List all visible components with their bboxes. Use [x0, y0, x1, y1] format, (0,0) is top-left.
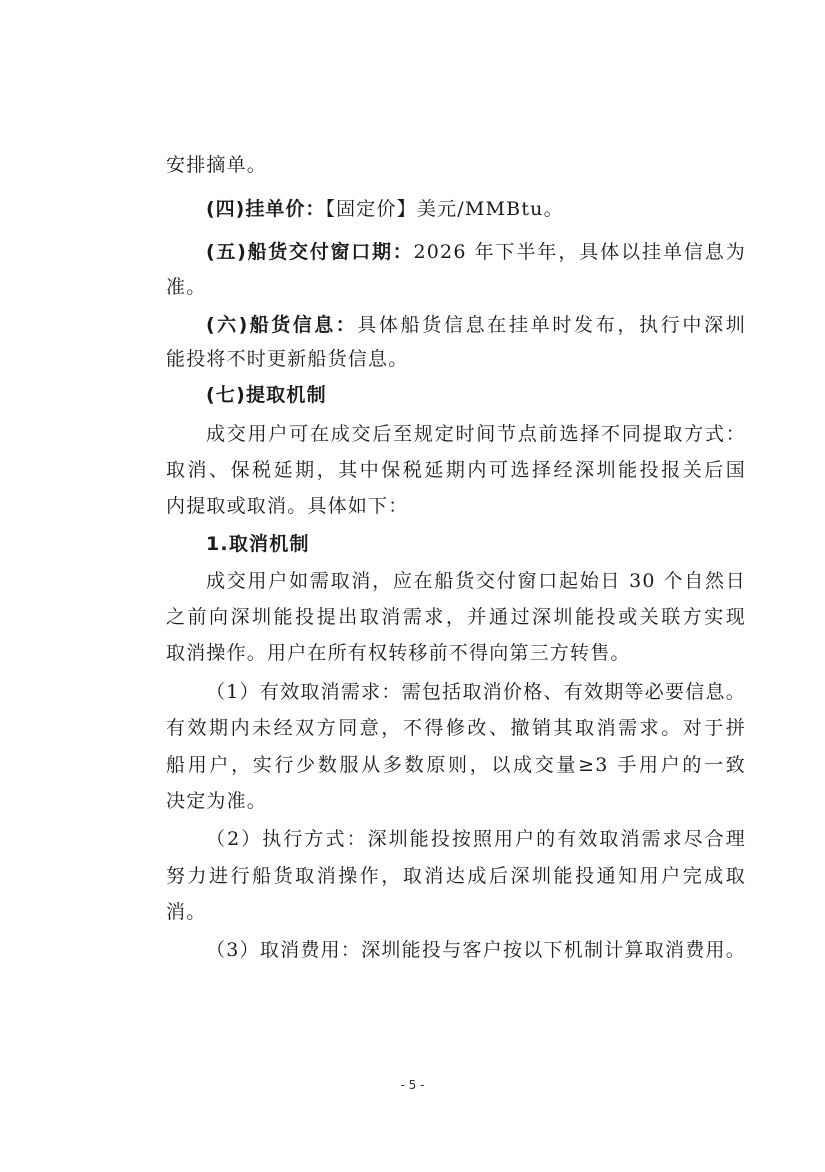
paragraph-line: 准。 — [166, 276, 207, 298]
paragraph-line: （2）执行方式：深圳能投按照用户的有效取消需求尽合理 — [206, 828, 746, 850]
window-line: (五)船货交付窗口期：2026 年下半年，具体以挂单信息为 — [206, 241, 746, 263]
page-number: - 5 - — [400, 1078, 425, 1092]
paragraph-line: 安排摘单。 — [166, 154, 268, 176]
section-label: (四)挂单价： — [206, 198, 326, 220]
paragraph-line: 内提取或取消。具体如下： — [166, 495, 409, 517]
paragraph-line: 能投将不时更新船货信息。 — [166, 348, 409, 370]
cargo-info-line: (六)船货信息：具体船货信息在挂单时发布，执行中深圳 — [206, 314, 746, 336]
subsection-heading: 1.取消机制 — [206, 533, 310, 555]
paragraph-line: 决定为准。 — [166, 790, 268, 812]
paragraph-line: 成交用户可在成交后至规定时间节点前选择不同提取方式： — [206, 423, 746, 445]
section-label: (六)船货信息： — [206, 314, 358, 336]
paragraph-line: （1）有效取消需求：需包括取消价格、有效期等必要信息。 — [206, 681, 746, 703]
section-heading: (七)提取机制 — [206, 384, 327, 406]
paragraph-line: 成交用户如需取消，应在船货交付窗口起始日 30 个自然日 — [206, 570, 746, 592]
paragraph-line: （3）取消费用：深圳能投与客户按以下机制计算取消费用。 — [206, 939, 746, 961]
section-label: (五)船货交付窗口期： — [206, 241, 414, 263]
paragraph-line: 努力进行船货取消操作，取消达成后深圳能投通知用户完成取 — [166, 865, 746, 887]
paragraph-line: 消。 — [166, 901, 207, 923]
paragraph-line: 之前向深圳能投提出取消需求，并通过深圳能投或关联方实现 — [166, 606, 746, 628]
paragraph-line: 船用户，实行少数服从多数原则，以成交量≥3 手用户的一致 — [166, 754, 746, 776]
paragraph-line: 取消、保税延期，其中保税延期内可选择经深圳能投报关后国 — [166, 459, 746, 481]
paragraph-line: 取消操作。用户在所有权转移前不得向第三方转售。 — [166, 642, 631, 664]
price-line: (四)挂单价：【固定价】美元/MMBtu。 — [206, 198, 564, 220]
paragraph-line: 有效期内未经双方同意，不得修改、撤销其取消需求。对于拼 — [166, 717, 746, 739]
